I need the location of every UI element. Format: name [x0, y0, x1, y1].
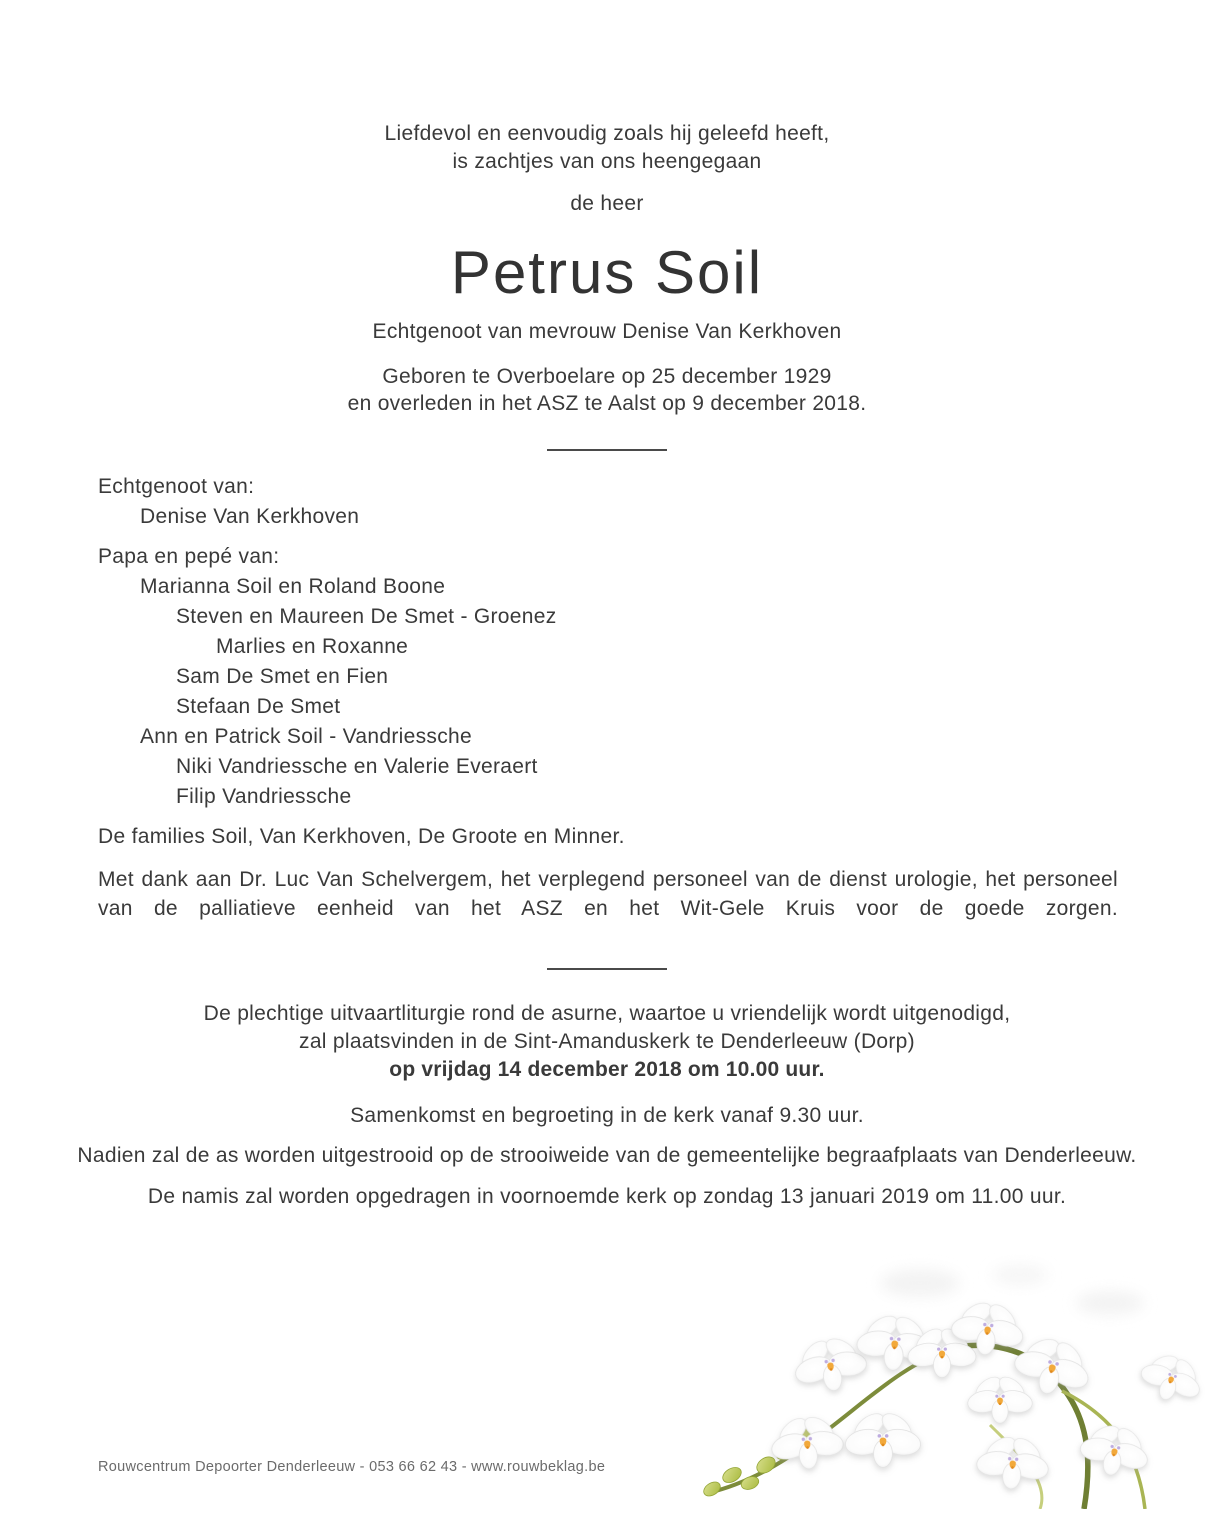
intro-verse [0, 120, 1214, 176]
family-member: Ann en Patrick Soil - Vandriessche [140, 725, 472, 748]
family-member: Marlies en Roxanne [216, 635, 409, 658]
family-block [98, 472, 1118, 923]
family-member: Marianna Soil en Roland Boone [140, 575, 446, 598]
family-member: Steven en Maureen De Smet - Groenez [176, 605, 557, 628]
birth-death-block [0, 363, 1214, 417]
funeral-home-footer: Rouwcentrum Depoorter Denderleeuw - 053 66 62 43 - www.rouwbeklag.be [98, 1459, 606, 1475]
orchid-spray-image [690, 1245, 1214, 1509]
family-member: Filip Vandriessche [176, 785, 352, 808]
ceremony-line-1: De plechtige uitvaartliturgie rond de asurne, waartoe u vriendelijk wordt uitgenodigd, [203, 1002, 1011, 1025]
ceremony-block [0, 1000, 1214, 1084]
gathering-line: Samenkomst en begroeting in de kerk vanaf 9.30 uur. [350, 1104, 864, 1127]
divider-middle [547, 968, 667, 970]
death-line: en overleden in het ASZ te Aalst op 9 december 2018. [347, 392, 867, 415]
spouse-label: Echtgenoot van: [98, 475, 255, 498]
ashes-line: Nadien zal de as worden uitgestrooid op de strooiweide van de gemeentelijke begraafplaats van Denderleeuw. [77, 1144, 1137, 1167]
children-label: Papa en pepé van: [98, 545, 280, 568]
family-member: Niki Vandriessche en Valerie Everaert [176, 755, 538, 778]
ceremony-line-2: zal plaatsvinden in de Sint-Amanduskerk te Denderleeuw (Dorp) [299, 1030, 915, 1053]
birth-line: Geboren te Overboelare op 25 december 1929 [382, 365, 832, 388]
intro-line-1: Liefdevol en eenvoudig zoals hij geleefd heeft, [384, 122, 830, 145]
memorial-mass-line: De namis zal worden opgedragen in voornoemde kerk op zondag 13 januari 2019 om 11.00 uur. [147, 1185, 1067, 1208]
spouse-subtitle: Echtgenoot van mevrouw Denise Van Kerkhoven [372, 320, 842, 343]
family-member: Sam De Smet en Fien [176, 665, 389, 688]
orchid-svg [690, 1245, 1214, 1509]
salutation: de heer [570, 192, 644, 215]
family-member: Stefaan De Smet [176, 695, 341, 718]
spouse-name: Denise Van Kerkhoven [140, 505, 360, 528]
divider-top [547, 449, 667, 451]
deceased-name: Petrus Soil [450, 239, 764, 306]
intro-line-2: is zachtjes van ons heengegaan [452, 150, 762, 173]
thanks-paragraph: Met dank aan Dr. Luc Van Schelvergem, het verplegend personeel van de dienst urologie, het personeel van de palliatieve eenheid van het ASZ en het Wit-Gele Kruis voor de goede zorgen. [98, 868, 1118, 920]
families-line: De families Soil, Van Kerkhoven, De Groote en Minner. [98, 825, 625, 848]
ceremony-date-line: op vrijdag 14 december 2018 om 10.00 uur. [389, 1058, 825, 1081]
